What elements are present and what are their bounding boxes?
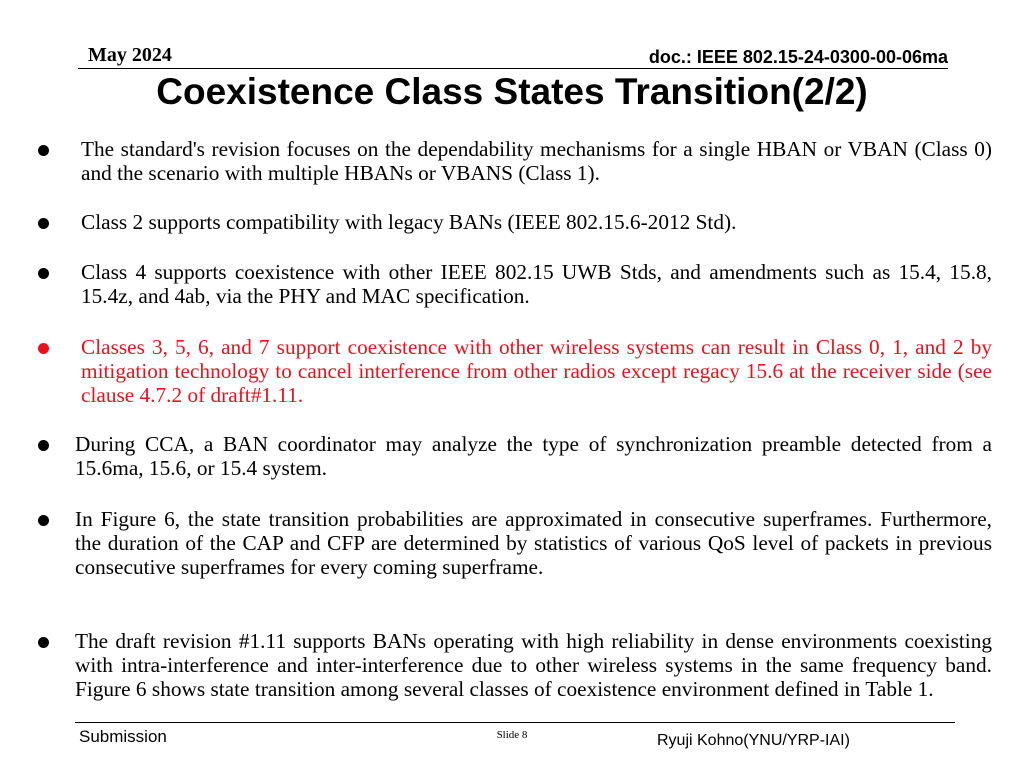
bullet-dot-icon xyxy=(38,218,49,229)
bullet-dot-icon xyxy=(38,515,49,526)
bullet-text-5: During CCA, a BAN coordinator may analyze the type of synchronization preamble detected from a 15.6ma, 15.6, or 15.4 system. xyxy=(75,432,992,480)
bullet-list xyxy=(38,0,992,768)
bullet-text-7: The draft revision #1.11 supports BANs operating with high reliability in dense environments coexisting with intra-interference and inter-interference due to other wireless systems in the same frequency band. Figure 6 shows state transition among several classes of coexistence environment defined in Table 1. xyxy=(75,629,992,701)
bullet-dot-icon xyxy=(38,637,49,648)
bullet-text-3: Class 4 supports coexistence with other IEEE 802.15 UWB Stds, and amendments such as 15.4, 15.8, 15.4z, and 4ab, via the PHY and MAC specification. xyxy=(81,260,992,308)
footer-divider xyxy=(75,722,955,723)
bullet-dot-icon xyxy=(38,145,49,156)
footer-submission: Submission xyxy=(79,727,167,746)
bullet-text-2: Class 2 supports compatibility with legacy BANs (IEEE 802.15.6-2012 Std). xyxy=(81,210,737,234)
header-date: May 2024 xyxy=(88,44,172,66)
bullet-dot-icon xyxy=(38,343,49,354)
footer-slide-number: Slide 8 xyxy=(496,729,528,741)
header-doc-id: doc.: IEEE 802.15-24-0300-00-06ma xyxy=(648,47,948,67)
slide-title: Coexistence Class States Transition(2/2) xyxy=(156,71,868,112)
bullet-text-4: Classes 3, 5, 6, and 7 support coexistence with other wireless systems can result in Class 0, 1, and 2 by mitigation technology to cancel interference from other radios except regacy 15.6 at the receiver side (see clause 4.7.2 of draft#1.11. xyxy=(81,335,992,407)
bullet-dot-icon xyxy=(38,268,49,279)
footer-author: Ryuji Kohno(YNU/YRP-IAI) xyxy=(657,732,850,749)
bullet-text-1: The standard's revision focuses on the dependability mechanisms for a single HBAN or VBAN (Class 0) and the scenario with multiple HBANs or VBANS (Class 1). xyxy=(81,137,992,185)
bullet-text-6: In Figure 6, the state transition probabilities are approximated in consecutive superframes. Furthermore, the duration of the CAP and CFP are determined by statistics of various QoS level of packets in previous consecutive superframes for every coming superframe. xyxy=(75,507,992,579)
bullet-dot-icon xyxy=(38,440,49,451)
